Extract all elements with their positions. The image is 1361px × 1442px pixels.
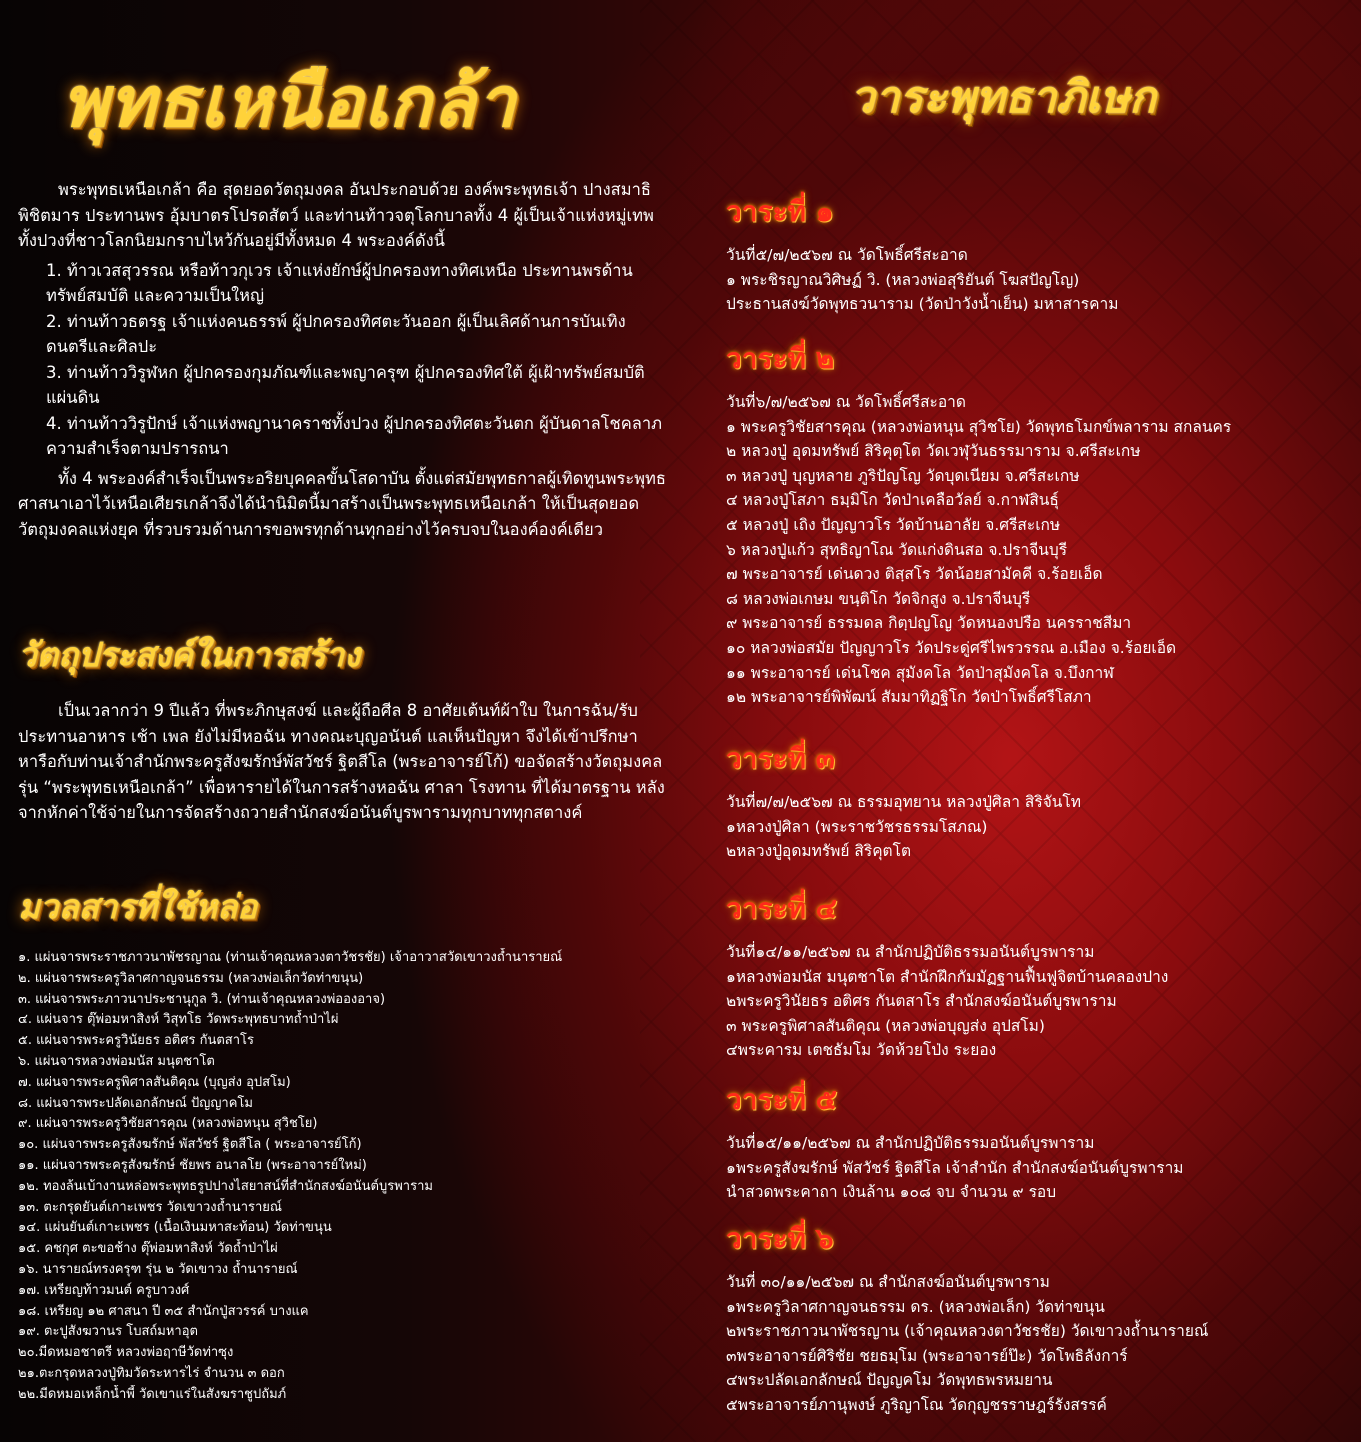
material-item: ๑๑. แผ่นจารพระครูสังฆรักษ์ ชัยพร อนาลโย (พระอาจารย์ใหม่) bbox=[18, 1157, 367, 1173]
round-lines bbox=[726, 940, 1336, 1063]
round-5 bbox=[726, 1083, 1336, 1205]
round-heading: วาระที่ ๑ bbox=[726, 195, 834, 228]
round-line: ๕พระอาจารย์ภานุพงษ์ ภูริญาโณ วัดกุญชรราษฎร์รังสรรค์ bbox=[726, 1395, 1107, 1414]
round-line: ๗ พระอาจารย์ เด่นดวง ติสฺสโร วัดน้อยสามัคคี จ.ร้อยเอ็ด bbox=[726, 565, 1103, 584]
material-item: ๑. แผ่นจารพระราชภาวนาพัชรญาณ (ท่านเจ้าคุณหลวงตาวัชรชัย) เจ้าอาวาสวัดเขาวงถ้ำนารายณ์ bbox=[18, 950, 563, 965]
round-line: ประธานสงฆ์วัดพุทธวนาราม (วัดป่าวังน้ำเย็น) มหาสารคาม bbox=[726, 295, 1119, 314]
round-1 bbox=[726, 195, 1336, 317]
round-line: ๙ พระอาจารย์ ธรรมดล กิตฺปญโญ วัดหนองปรือ นครราชสีมา bbox=[726, 614, 1132, 633]
round-heading: วาระที่ ๒ bbox=[726, 342, 835, 375]
round-line: ๑หลวงปู่ศิลา (พระราชวัชรธรรมโสภณ) bbox=[726, 817, 988, 836]
round-lines bbox=[726, 390, 1336, 710]
round-line: ๑๒ พระอาจารย์พิพัฒน์ สัมมาทิฏฐิโก วัดป่าโพธิ์ศรีโสภา bbox=[726, 688, 1092, 707]
material-item: ๒. แผ่นจารพระครูวิลาศกาญจนธรรม (หลวงพ่อเล็กวัดท่าขนุน) bbox=[18, 970, 364, 986]
materials-heading: มวลสารที่ใช้หล่อ bbox=[18, 887, 257, 926]
material-item: ๕. แผ่นจารพระครูวินัยธร อติศร กันตสาโร bbox=[18, 1033, 254, 1049]
round-line: ๑พระครูสังฆรักษ์ พัสวัชร์ ฐิตสีโล เจ้าสำนัก สำนักสงฆ์อนันต์บูรพาราม bbox=[726, 1158, 1184, 1177]
round-line: ๓พระอาจารย์ศิริชัย ชยธมฺโม (พระอาจารย์ป๊ะ) วัดโพธิลังการ์ bbox=[726, 1346, 1128, 1365]
round-line: ๓ พระครูพิศาลสันติคุณ (หลวงพ่อบุญส่ง อุปสโม) bbox=[726, 1016, 1045, 1035]
round-heading: วาระที่ ๓ bbox=[726, 742, 835, 775]
round-line: นำสวดพระคาถา เงินล้าน ๑๐๘ จบ จำนวน ๙ รอบ bbox=[726, 1183, 1057, 1202]
round-line: ๒ หลวงปู่ อุดมทรัพย์ สิริคุตฺโต วัดเวฬุวันธรรมาราม จ.ศรีสะเกษ bbox=[726, 442, 1141, 461]
round-heading: วาระที่ ๕ bbox=[726, 1083, 837, 1116]
material-item: ๒๑.ตะกรุดหลวงปู่ทิมวัดระหารไร่ จำนวน ๓ ดอก bbox=[18, 1365, 285, 1381]
purpose-paragraph: เป็นเวลากว่า 9 ปีแล้ว ที่พระภิกษุสงฆ์ และผู้ถือศีล 8 อาศัยเต้นท์ผ้าใบ ในการฉัน/รับประทานอาหาร เช้า เพล ยังไม่มีหอฉัน ทางคณะบุญอนันต์ แลเห็นปัญหา จึงได้เข้าปรึกษาหารือกับท่านเจ้าสำนักพระครูสังฆรักษ์พัสวัชร์ ฐิตสีโล (พระอาจารย์โก้) ขอจัดสร้างวัตถุมงคล รุ่น “พระพุทธเหนือเกล้า” เพื่อหารายได้ในการสร้างหอฉัน ศาลา โรงทาน ที่ได้มาตรฐาน หลังจากหักค่าใช้จ่ายในการจัดสร้างถวายสำนักสงฆ์อนันต์บูรพารามทุกบาททุกสตางค์ bbox=[18, 701, 665, 822]
round-line: ๘ หลวงพ่อเกษม ขนฺติโก วัดจิกสูง จ.ปราจีนบุรี bbox=[726, 589, 1031, 608]
material-item: ๑๗. เหรียญท้าวมนต์ ครูบาวงศ์ bbox=[18, 1282, 190, 1298]
material-item: ๔. แผ่นจาร ตุ๊พ่อมหาสิงห์ วิสุทโธ วัดพระพุทธบาทถ้ำป่าไผ่ bbox=[18, 1012, 339, 1028]
guardian-item: 4. ท่านท้าววิรูปักษ์ เจ้าแห่งพญานาคราชทั้งปวง ผู้ปกครองทิศตะวันตก ผู้บันดาลโชคลาภ ความสำเร็จตามปรารถนา bbox=[46, 413, 663, 458]
round-line: ๓ หลวงปู่ บุญหลาย ภูริปัญโญ วัดบุดเนียม จ.ศรีสะเกษ bbox=[726, 466, 1080, 485]
round-6 bbox=[726, 1222, 1336, 1418]
material-item: ๑๘. เหรียญ ๑๒ ศาสนา ปี ๓๕ สำนักปู่สวรรค์ บางแค bbox=[18, 1303, 309, 1319]
material-item: ๖. แผ่นจารหลวงพ่อมนัส มนุตชาโต bbox=[18, 1053, 215, 1069]
material-item: ๘. แผ่นจารพระปลัดเอกลักษณ์ ปัญญาคโม bbox=[18, 1095, 253, 1111]
intro-closing-paragraph: ทั้ง 4 พระองค์สำเร็จเป็นพระอริยบุคคลขั้นโสดาบัน ตั้งแต่สมัยพุทธกาลผู้เทิดทูนพระพุทธศาสนาเอาไว้เหนือเศียรเกล้าจึงได้นำนิมิตนี้มาสร้างเป็นพระพุทธเหนือเกล้า ให้เป็นสุดยอดวัตถุมงคลแห่งยุค ที่รวบรวมด้านการขอพรทุกด้านทุกอย่างไว้ครบจบในองค์องค์เดียว bbox=[18, 468, 667, 539]
round-line: ๑๐ หลวงพ่อสมัย ปัญญาวโร วัดประดู่ศรีไพรวรรณ อ.เมือง จ.ร้อยเอ็ด bbox=[726, 638, 1177, 657]
round-lines bbox=[726, 790, 1336, 864]
material-item: ๒๒.มีดหมอเหล็กน้ำพี้ วัดเขาแร่ในสังฆราชูปถัมภ์ bbox=[18, 1386, 287, 1402]
round-line: วันที่๖/๗/๒๕๖๗ ณ วัดโพธิ์ศรีสะอาด bbox=[726, 393, 966, 411]
round-line: วันที่๕/๗/๒๕๖๗ ณ วัดโพธิ์ศรีสะอาด bbox=[726, 246, 968, 264]
material-item: ๙. แผ่นจารพระครูวิชัยสารคุณ (หลวงพ่อหนุน สุวิชโย) bbox=[18, 1116, 318, 1132]
material-item: ๑๖. นารายณ์ทรงครุฑ รุ่น ๒ วัดเขาวง ถ้ำนารายณ์ bbox=[18, 1261, 298, 1277]
round-line: ๒พระราชภาวนาพัชรญาน (เจ้าคุณหลวงตาวัชรชัย) วัดเขาวงถ้ำนารายณ์ bbox=[726, 1322, 1209, 1341]
material-item: ๑๓. ตะกรุดยันต์เกาะเพชร วัดเขาวงถ้ำนารายณ์ bbox=[18, 1199, 282, 1215]
round-line: ๕ หลวงปู่ เถิง ปัญญาวโร วัดบ้านอาลัย จ.ศรีสะเกษ bbox=[726, 515, 1061, 534]
material-item: ๓. แผ่นจารพระภาวนาประชานุกูล วิ. (ท่านเจ้าคุณหลวงพ่อองอาจ) bbox=[18, 991, 386, 1007]
round-line: ๖ หลวงปู่แก้ว สุทธิญาโณ วัดแก่งดินสอ จ.ปราจีนบุรี bbox=[726, 540, 1068, 559]
intro-paragraph: พระพุทธเหนือเกล้า คือ สุดยอดวัตถุมงคล อันประกอบด้วย องค์พระพุทธเจ้า ปางสมาธิ พิชิตมาร ประทานพร อุ้มบาตรโปรดสัตว์ และท่านท้าวจตุโลกบาลทั้ง 4 ผู้เป็นเจ้าแห่งหมู่เทพทั้งปวงที่ชาวโลกนิยมกราบไหว้กันอยู่มีทั้งหมด 4 พระองค์ดังนี้ bbox=[18, 180, 654, 250]
round-line: วันที่๑๕/๑๑/๒๕๖๗ ณ สำนักปฏิบัติธรรมอนันต์บูรพาราม bbox=[726, 1134, 1095, 1152]
round-line: ๑๑ พระอาจารย์ เด่นโชค สุมังคโล วัดป่าสุมังคโล จ.บึงกาฬ bbox=[726, 663, 1114, 682]
round-line: ๒พระครูวินัยธร อติศร กันตสาโร สำนักสงฆ์อนันต์บูรพาราม bbox=[726, 992, 1117, 1011]
round-heading: วาระที่ ๖ bbox=[726, 1222, 834, 1255]
round-2 bbox=[726, 342, 1336, 710]
guardian-item: 2. ท่านท้าวธตรฐ เจ้าแห่งคนธรรพ์ ผู้ปกครองทิศตะวันออก ผู้เป็นเลิศด้านการบันเทิง ดนตรีและศิลปะ bbox=[46, 311, 626, 356]
round-line: วันที่ ๓๐/๑๑/๒๕๖๗ ณ สำนักสงฆ์อนันต์บูรพาราม bbox=[726, 1273, 1050, 1291]
material-item: ๑๕. คชกุศ ตะขอช้าง ตุ๊พ่อมหาสิงห์ วัดถ้ำป่าไผ่ bbox=[18, 1241, 278, 1257]
round-lines bbox=[726, 1270, 1336, 1418]
round-line: ๒หลวงปู่อุดมทรัพย์ สิริคุตโต bbox=[726, 842, 912, 861]
round-line: ๑ พระครูวิชัยสารคุณ (หลวงพ่อหนุน สุวิชโย) วัดพุทธโมกข์พลาราม สกลนคร bbox=[726, 417, 1232, 436]
round-lines bbox=[726, 1131, 1336, 1205]
round-heading: วาระที่ ๔ bbox=[726, 892, 837, 925]
guardian-list bbox=[18, 258, 668, 462]
round-line: วันที่๑๔/๑๑/๒๕๖๗ ณ สำนักปฏิบัติธรรมอนันต์บูรพาราม bbox=[726, 943, 1095, 961]
round-lines bbox=[726, 243, 1336, 317]
guardian-item: 1. ท้าวเวสสุวรรณ หรือท้าวกุเวร เจ้าแห่งยักษ์ผู้ปกครองทางทิศเหนือ ประทานพรด้านทรัพย์สมบัติ และความเป็นใหญ่ bbox=[46, 260, 633, 305]
round-line: ๔พระคารม เตชธัมโม วัดห้วยโป่ง ระยอง bbox=[726, 1041, 997, 1060]
round-line: ๑หลวงพ่อมนัส มนุตชาโต สำนักฝึกกัมมัฏฐานฟื้นฟูจิตบ้านคลองปาง bbox=[726, 967, 1169, 986]
ceremony-title: วาระพุทธาภิเษก bbox=[850, 72, 1156, 123]
material-item: ๑๒. ทองล้นเบ้างานหล่อพระพุทธรูปปางไสยาสน์ที่สำนักสงฆ์อนันต์บูรพาราม bbox=[18, 1178, 433, 1194]
materials-list bbox=[18, 948, 658, 1406]
intro-section bbox=[18, 177, 668, 542]
material-item: ๑๔. แผ่นยันต์เกาะเพชร (เนื้อเงินมหาสะท้อน) วัดท่าขนุน bbox=[18, 1220, 332, 1236]
material-item: ๑๐. แผ่นจารพระครูสังฆรักษ์ พัสวัชร์ ฐิตสีโล ( พระอาจารย์โก้) bbox=[18, 1137, 362, 1153]
material-item: ๑๙. ตะปูสังฆวานร โบสถ์มหาอุต bbox=[18, 1324, 198, 1340]
round-line: ๑ พระชิรญาณวิศิษฏ์ วิ. (หลวงพ่อสุริยันต์ โฆสปัญโญ) bbox=[726, 270, 1080, 289]
round-line: ๔พระปลัดเอกลักษณ์ ปัญญคโม วัดพุทธพรหมยาน bbox=[726, 1371, 1053, 1390]
round-line: วันที่๗/๗/๒๕๖๗ ณ ธรรมอุทยาน หลวงปู่ศิลา สิริจันโท bbox=[726, 793, 1081, 811]
page-title: พุทธเหนือเกล้า bbox=[62, 60, 517, 143]
round-4 bbox=[726, 892, 1336, 1063]
material-item: ๒๐.มีดหมอชาตรี หลวงพ่อฤาษีวัดท่าซุง bbox=[18, 1345, 234, 1361]
round-3 bbox=[726, 742, 1336, 864]
round-line: ๑พระครูวิลาศกาญจนธรรม ดร. (หลวงพ่อเล็ก) วัดท่าขนุน bbox=[726, 1297, 1105, 1316]
guardian-item: 3. ท่านท้าววิรูฬหก ผู้ปกครองกุมภัณฑ์และพญาครุฑ ผู้ปกครองทิศใต้ ผู้เฝ้าทรัพย์สมบัติแผ่นดิน bbox=[46, 362, 645, 407]
round-line: ๔ หลวงปู่โสภา ธมฺมิโก วัดป่าเคลือวัลย์ จ.กาฬสินธุ์ bbox=[726, 491, 1059, 510]
material-item: ๗. แผ่นจารพระครูพิศาลสันติคุณ (บุญส่ง อุปสโม) bbox=[18, 1074, 291, 1090]
purpose-heading: วัตถุประสงค์ในการสร้าง bbox=[18, 635, 361, 674]
